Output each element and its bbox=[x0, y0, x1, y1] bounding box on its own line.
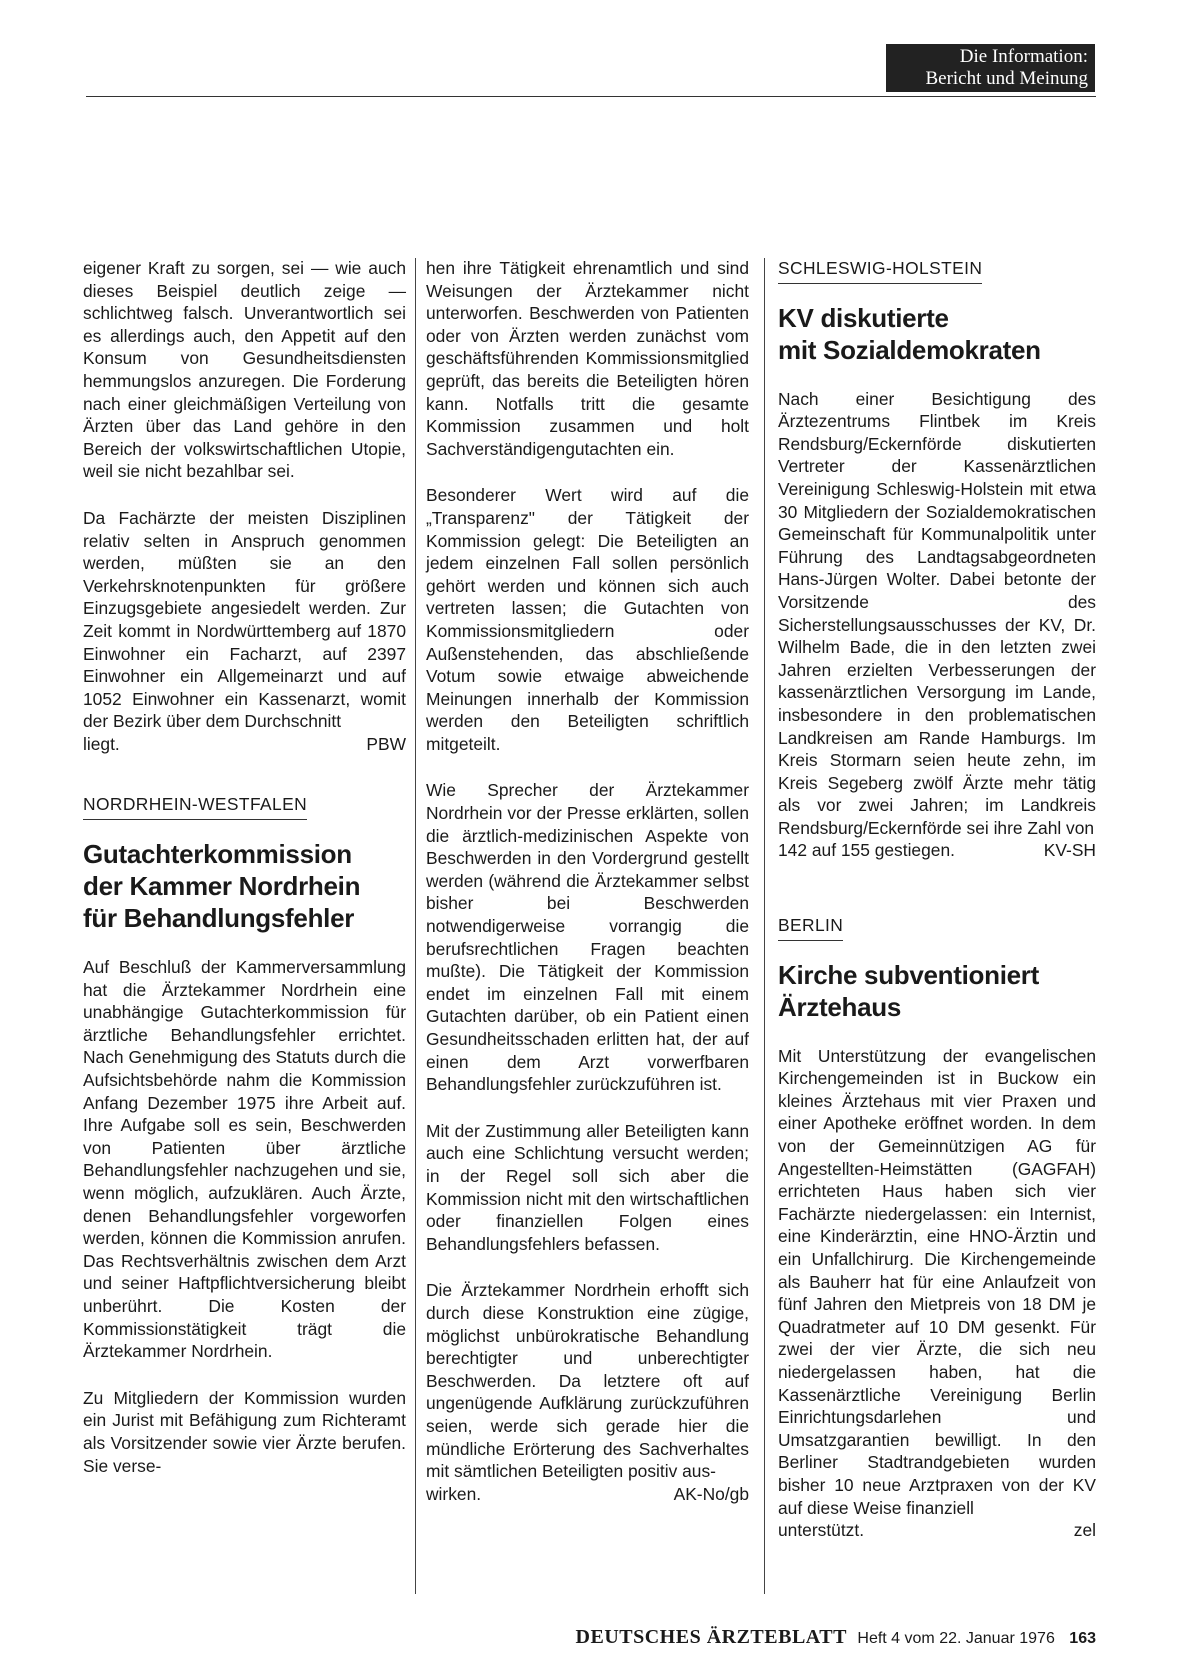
headline-line: mit Sozialdemokraten bbox=[778, 334, 1041, 365]
column-1 bbox=[83, 257, 406, 1501]
column-2 bbox=[426, 257, 749, 1529]
signature-line bbox=[778, 1519, 1096, 1542]
paragraph-tail: 142 auf 155 gestiegen. bbox=[778, 840, 955, 861]
paragraph-text: Da Fachärzte der meisten Disziplinen relativ selten in Anspruch genommen werden, müßten sie an den Verkehrsknotenpunkten für größere Einzugsgebiete angesiedelt werden. Zur Zeit kommt in Nordwürttemberg auf 1870 Einwohner ein Facharzt, auf 2397 Einwohner ein Allgemeinarzt und auf 1052 Einwohner ein Kassenarzt, womit der Bezirk über dem Durchschnitt bbox=[83, 507, 406, 732]
body-paragraph-signed bbox=[778, 1045, 1096, 1542]
header-line-2: Bericht und Meinung bbox=[925, 68, 1088, 89]
section-label: SCHLESWIG-HOLSTEIN bbox=[778, 257, 982, 284]
article-headline bbox=[778, 302, 1096, 366]
page-number: 163 bbox=[1069, 1630, 1096, 1647]
author-signature: KV-SH bbox=[1043, 840, 1096, 861]
signature-line bbox=[426, 1483, 749, 1506]
body-paragraph-signed bbox=[778, 388, 1096, 862]
signature-line bbox=[83, 733, 406, 756]
body-paragraph-signed bbox=[83, 507, 406, 756]
body-paragraph: hen ihre Tätigkeit ehrenamtlich und sind Weisungen der Ärztekammer nicht unterworfen. Beschwerden von Patienten oder von Ärzten werden zunächst vom geschäftsführenden Kommissionsmitglied geprüft, das bereits die Beteiligten hören kann. Notfalls tritt die gesamte Kommission zusammen und holt Sachverständigengutachten ein. bbox=[426, 258, 749, 459]
column-divider-1 bbox=[415, 258, 416, 1594]
column-3 bbox=[778, 257, 1096, 1566]
headline-line: KV diskutierte bbox=[778, 302, 949, 333]
paragraph-tail: unterstützt. bbox=[778, 1520, 865, 1541]
body-paragraph: Besonderer Wert wird auf die „Transparenz" der Tätigkeit der Kommission gelegt: Die Beteiligten an jedem einzelnen Fall sollen persönlich gehört werden und können sich auch vertreten lassen; die Gutachten von Kommissionsmitgliedern oder Außenstehenden, das abschließende Votum sowie etwaige abweichende Meinungen innerhalb der Kommission werden den Beteiligten schriftlich mitgeteilt. bbox=[426, 485, 749, 754]
article-headline bbox=[83, 838, 406, 934]
column-divider-2 bbox=[764, 258, 765, 1594]
headline-line: der Kammer Nordrhein bbox=[83, 871, 361, 902]
journal-name: DEUTSCHES ÄRZTEBLATT bbox=[575, 1626, 847, 1648]
section-label: NORDRHEIN-WESTFALEN bbox=[83, 793, 307, 820]
body-paragraph: Auf Beschluß der Kammerversammlung hat die Ärztekammer Nordrhein eine unabhängige Gutachterkommission für ärztliche Behandlungsfehler errichtet. Nach Genehmigung des Statuts durch die Aufsichtsbehörde nahm die Kommission Anfang Dezember 1975 ihre Arbeit auf. Ihre Aufgabe soll es sein, Beschwerden von Patienten über ärztliche Behandlungsfehler nachzugehen und sie, wenn möglich, aufzuklären. Auch Ärzte, denen Behandlungsfehler vorgeworfen werden, können die Kommission anrufen. Das Rechtsverhältnis zwischen dem Arzt und seiner Haftpflichtversicherung bleibt unberührt. Die Kosten der Kommissionstätigkeit trägt die Ärztekammer Nordrhein. bbox=[83, 957, 406, 1362]
paragraph-tail: wirken. bbox=[426, 1483, 482, 1504]
body-paragraph: Mit der Zustimmung aller Beteiligten kann auch eine Schlichtung versucht werden; in der Regel soll sich aber die Kommission nicht mit den wirtschaftlichen oder finanziellen Folgen eines Behandlungsfehlers befassen. bbox=[426, 1120, 749, 1254]
headline-line: Gutachterkommission bbox=[83, 839, 352, 870]
headline-line: für Behandlungsfehler bbox=[83, 903, 355, 934]
author-signature: AK-No/gb bbox=[673, 1483, 749, 1504]
section-header-box bbox=[886, 44, 1095, 92]
page-footer bbox=[576, 1626, 1096, 1649]
headline-line: Kirche subventioniert bbox=[778, 959, 1039, 990]
author-signature: zel bbox=[1073, 1520, 1096, 1541]
body-paragraph-signed bbox=[426, 1279, 749, 1505]
author-signature: PBW bbox=[366, 733, 406, 754]
paragraph-tail: liegt. bbox=[83, 733, 120, 754]
body-paragraph: Zu Mitgliedern der Kommission wurden ein Jurist mit Befähigung zum Richteramt als Vorsitzender sowie vier Ärzte berufen. Sie verse- bbox=[83, 1387, 406, 1476]
paragraph-text: Nach einer Besichtigung des Ärztezentrums Flintbek im Kreis Rendsburg/Eckernförde diskutierten Vertreter der Kassenärztlichen Vereinigung Schleswig-Holstein mit etwa 30 Mitgliedern der Sozialdemokratischen Gemeinschaft für Kommunalpolitik unter Führung des Landtagsabgeordneten Hans-Jürgen Wolter. Dabei betonte der Vorsitzende des Sicherstellungsausschusses der KV, Dr. Wilhelm Bade, die in den letzten zwei Jahren erzielten Verbesserungen der kassenärztlichen Versorgung im Lande, insbesondere in den problematischen Landkreisen am Rande Hamburgs. Im Kreis Stormarn seien heute zehn, im Kreis Segeberg zwölf Ärzte mehr tätig als vor zwei Jahren; im Landkreis Rendsburg/Eckernförde sei ihre Zahl von bbox=[778, 388, 1096, 838]
section-label: BERLIN bbox=[778, 914, 843, 941]
body-paragraph: Wie Sprecher der Ärztekammer Nordrhein vor der Presse erklärten, sollen die ärztlich-medizinischen Aspekte von Beschwerden in den Vordergrund gestellt werden (während die Ärztekammer selbst bisher bei Beschwerden notwendigerweise vorrangig die berufsrechtlichen Fragen beachten mußte). Die Tätigkeit der Kommission endet im einzelnen Fall mit einem Gutachten darüber, ob ein Patient einen Gesundheitsschaden erlitten hat, der auf einen dem Arzt vorwerfbaren Behandlungsfehler zurückzuführen ist. bbox=[426, 780, 749, 1095]
signature-line bbox=[778, 839, 1096, 862]
paragraph-text: Mit Unterstützung der evangelischen Kirchengemeinden ist in Buckow ein kleines Ärztehaus mit vier Praxen und einer Apotheke eröffnet worden. In dem von der Gemeinnützigen AG für Angestellten-Heimstätten (GAGFAH) errichteten Haus haben sich vier Fachärzte niedergelassen: ein Internist, eine Kinderärztin, eine HNO-Ärztin und ein Unfallchirurg. Die Kirchengemeinde als Bauherr hat für eine Anlaufzeit von fünf Jahren den Mietpreis von 18 DM je Quadratmeter auf 10 DM gesenkt. Für zwei der vier Ärzte, die sich neu niedergelassen haben, hat die Kassenärztliche Vereinigung Berlin Einrichtungsdarlehen und Umsatzgarantien bewilligt. In den Berliner Stadtrandgebieten wurden bisher 10 neue Arztpraxen von der KV auf diese Weise finanziell bbox=[778, 1045, 1096, 1518]
header-line-1: Die Information: bbox=[959, 46, 1088, 67]
issue-info: Heft 4 vom 22. Januar 1976 bbox=[857, 1630, 1055, 1647]
paragraph-text: Die Ärztekammer Nordrhein erhofft sich durch diese Konstruktion eine zügige, möglichst unbürokratische Behandlung berechtigter und unberechtigter Beschwerden. Da letztere oft auf ungenügende Aufklärung zurückzuführen seien, werde sich gerade hier die mündliche Erörterung des Sachverhaltes mit sämtlichen Beteiligten positiv aus- bbox=[426, 1280, 749, 1482]
body-paragraph: eigener Kraft zu sorgen, sei — wie auch dieses Beispiel deutlich zeige — schlichtweg falsch. Unverantwortlich sei es allerdings auch, den Appetit auf den Konsum von Gesundheitsdiensten hemmungslos anzuregen. Die Forderung nach einer gleichmäßigen Verteilung von Ärzten über das Land gehöre in den Bereich der volkswirtschaftlichen Utopie, weil sie nicht bezahlbar sei. bbox=[83, 258, 406, 482]
header-rule bbox=[86, 96, 1096, 97]
article-headline bbox=[778, 959, 1096, 1023]
headline-line: Ärztehaus bbox=[778, 991, 901, 1022]
